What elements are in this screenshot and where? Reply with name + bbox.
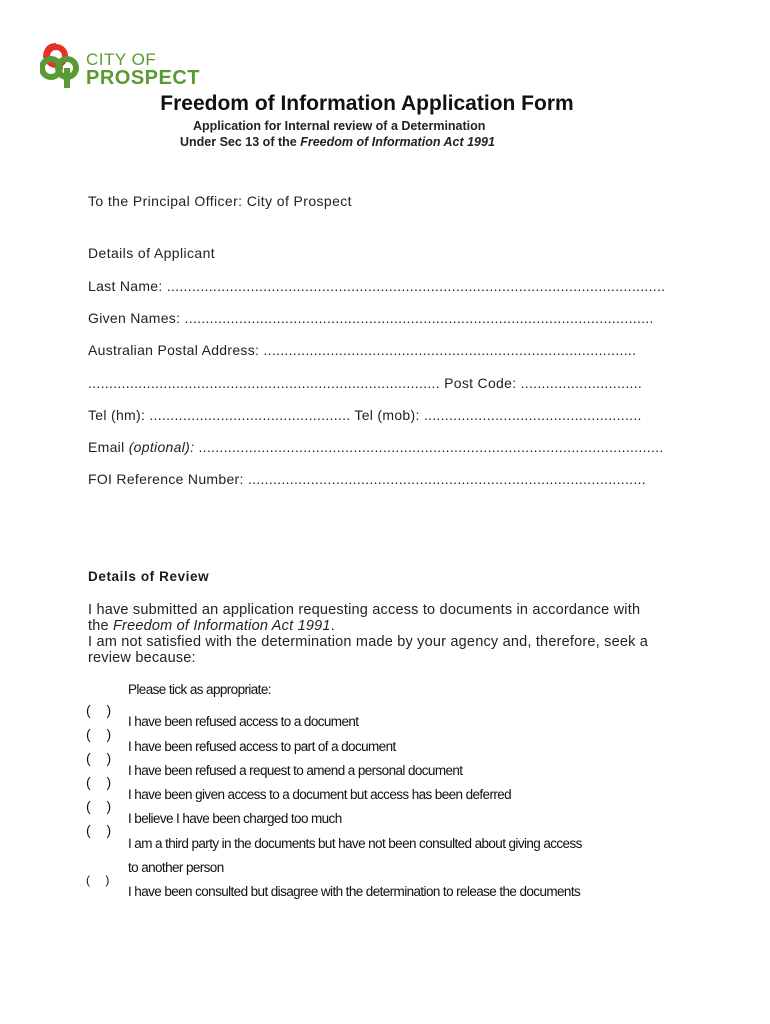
addressee-line: To the Principal Officer: City of Prospect: [88, 193, 352, 209]
post-code-blank[interactable]: .............................: [520, 375, 643, 391]
email-field[interactable]: [88, 439, 664, 455]
email-label: Email: [88, 439, 125, 455]
para1-prefix: the: [88, 618, 113, 634]
last-name-blank[interactable]: .......................................................................................................................: [166, 278, 666, 294]
given-names-blank[interactable]: ................................................................................................................: [184, 310, 654, 326]
tel-hm-blank[interactable]: ................................................: [149, 407, 351, 423]
tel-mob-blank[interactable]: ....................................................: [423, 407, 642, 423]
review-paragraph-1: [88, 602, 648, 666]
option-refused-access: I have been refused access to a document: [128, 714, 359, 729]
foi-reference-blank[interactable]: ...............................................................................................: [247, 471, 646, 487]
tick-instruction: Please tick as appropriate:: [128, 682, 271, 697]
subtitle-prefix: Under Sec 13 of the: [180, 135, 301, 149]
checkbox-refused-access[interactable]: ( ): [86, 702, 118, 718]
tel-mob-label: Tel (mob):: [354, 407, 420, 423]
option-consulted-disagree: I have been consulted but disagree with the determination to release the documents: [128, 884, 581, 899]
logo-text-prospect: PROSPECT: [86, 67, 201, 89]
review-para2-line2: review because:: [88, 650, 196, 666]
checkbox-charged-too-much[interactable]: ( ): [86, 798, 118, 814]
option-third-party-not-consulted: I am a third party in the documents but have not been consulted about giving access: [128, 836, 582, 851]
checkbox-access-deferred[interactable]: ( ): [86, 774, 118, 790]
tel-hm-label: Tel (hm):: [88, 407, 146, 423]
email-blank[interactable]: ...............................................................................................................: [198, 439, 664, 455]
review-heading: Details of Review: [88, 569, 210, 584]
checkbox-refused-amend[interactable]: ( ): [86, 750, 118, 766]
checkbox-consulted-disagree[interactable]: ( ): [86, 873, 116, 887]
applicant-heading: Details of Applicant: [88, 245, 216, 261]
postal-address-label: Australian Postal Address:: [88, 342, 260, 358]
checkbox-third-party-not-consulted[interactable]: ( ): [86, 822, 118, 838]
review-para1-line2: [88, 618, 648, 634]
review-para2-line1: I am not satisfied with the determination made by your agency and, therefore, seek a: [88, 634, 649, 650]
checkbox-refused-partial-access[interactable]: ( ): [86, 726, 118, 742]
given-names-field[interactable]: [88, 310, 654, 326]
post-code-label: Post Code:: [444, 375, 517, 391]
option-third-party-continuation: to another person: [128, 860, 224, 875]
subtitle-act-name: Freedom of Information Act 1991: [300, 135, 495, 149]
telephone-field[interactable]: [88, 407, 642, 423]
option-access-deferred: I have been given access to a document but access has been deferred: [128, 787, 512, 802]
postal-address-blank[interactable]: .........................................................................................: [263, 342, 637, 358]
email-optional-label: (optional):: [128, 439, 195, 455]
foi-reference-label: FOI Reference Number:: [88, 471, 244, 487]
address-line2-field[interactable]: [88, 375, 642, 391]
form-title: Freedom of Information Application Form: [160, 92, 574, 115]
address-line2-blank[interactable]: ....................................................................................: [88, 375, 440, 391]
form-subtitle: Application for Internal review of a Determination: [193, 119, 486, 133]
postal-address-field[interactable]: [88, 342, 636, 358]
option-refused-partial-access: I have been refused access to part of a document: [128, 739, 396, 754]
form-subtitle-act: [180, 135, 495, 149]
para1-suffix: .: [330, 618, 335, 634]
review-para1-line1: I have submitted an application requesting access to documents in accordance with: [88, 602, 641, 618]
foi-reference-field[interactable]: [88, 471, 646, 487]
option-refused-amend: I have been refused a request to amend a personal document: [128, 763, 463, 778]
last-name-field[interactable]: [88, 278, 665, 294]
para1-act-name: Freedom of Information Act 1991: [113, 618, 331, 634]
given-names-label: Given Names:: [88, 310, 181, 326]
logo-text-city-of: CITY OF: [86, 50, 157, 69]
last-name-label: Last Name:: [88, 278, 163, 294]
option-charged-too-much: I believe I have been charged too much: [128, 811, 342, 826]
